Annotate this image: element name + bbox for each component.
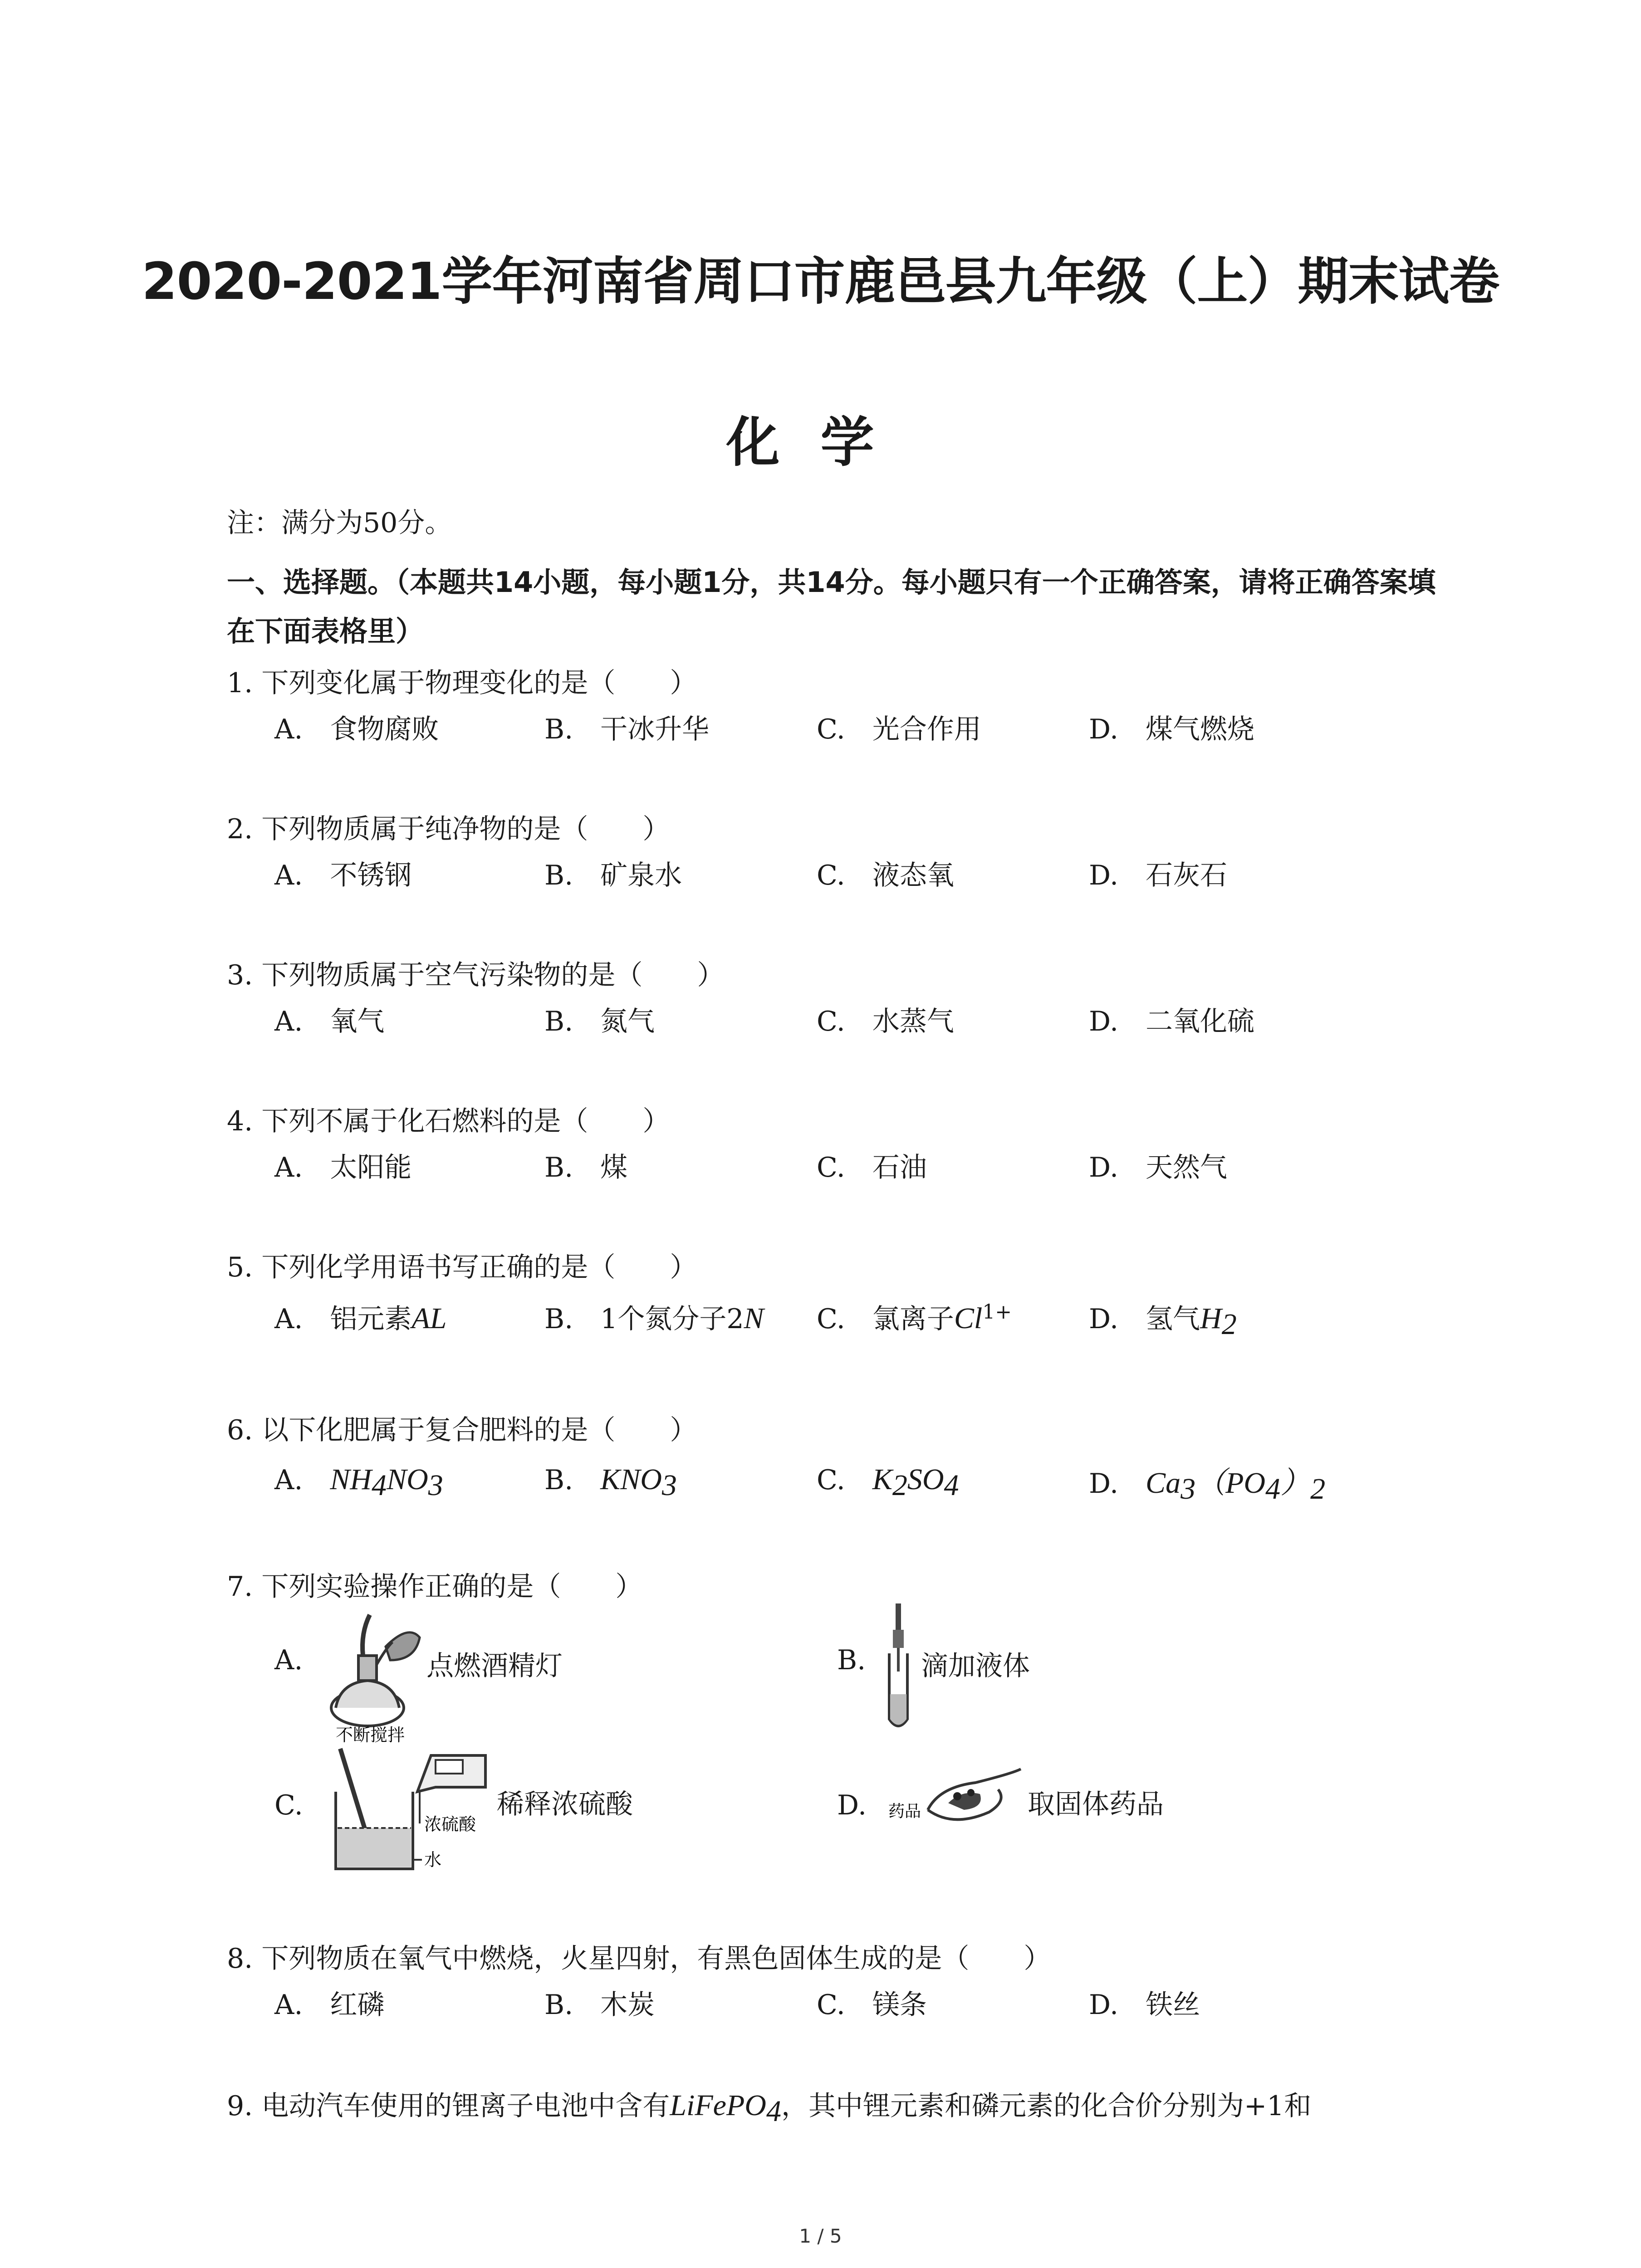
formula-subscript: 4 [944, 1469, 959, 1502]
question-8-option-b: B. 木炭 [544, 1989, 655, 2021]
formula: KNO [600, 1463, 662, 1496]
question-2-option-c: C. 液态氧 [817, 860, 954, 891]
question-4-stem: 4. 下列不属于化石燃料的是（ ） [227, 1105, 670, 1137]
question-1-stem: 1. 下列变化属于物理变化的是（ ） [227, 667, 697, 699]
question-8-option-c: C. 镁条 [817, 1989, 927, 2021]
question-6-option-d [1089, 1458, 1325, 1506]
question-1-option-d: D. 煤气燃烧 [1089, 714, 1255, 745]
option-label: D. [1089, 1468, 1119, 1500]
formula-subscript: 2 [1221, 1308, 1237, 1341]
formula-subscript: 2 [1310, 1472, 1326, 1505]
question-4-option-b: B. 煤 [544, 1152, 628, 1183]
question-5-option-b [544, 1297, 764, 1336]
formula-subscript: 4 [1265, 1472, 1281, 1505]
question-3-option-b: B. 氮气 [544, 1006, 655, 1037]
formula-subscript: 4 [372, 1469, 387, 1502]
option-label: A. [274, 1303, 303, 1335]
question-4-option-c: C. 石油 [817, 1152, 927, 1183]
page-title: 2020-2021学年河南省周口市鹿邑县九年级（上）期末试卷 [142, 252, 1499, 311]
question-6-option-b [544, 1458, 677, 1503]
dropper-test-tube-figure [880, 1603, 916, 1735]
question-1-option-b: B. 干冰升华 [544, 714, 710, 745]
question-7-option-b-label: B. [837, 1644, 866, 1676]
dilute-acid-figure [327, 1724, 495, 1878]
question-2-option-d: D. 石灰石 [1089, 860, 1228, 891]
question-4-option-d: D. 天然气 [1089, 1152, 1228, 1183]
formula: K [872, 1463, 892, 1496]
question-7-option-d-text: 取固体药品 [1028, 1789, 1164, 1820]
question-2-stem: 2. 下列物质属于纯净物的是（ ） [227, 813, 670, 845]
question-1-option-c: C. 光合作用 [817, 714, 981, 745]
option-label: C. [817, 1464, 845, 1496]
formula: （PO [1195, 1466, 1266, 1500]
conc-acid-label: 浓硫酸 [424, 1814, 476, 1834]
drug-label: 药品 [888, 1802, 921, 1821]
score-note: 注：满分为50分。 [227, 507, 452, 539]
formula: H [1200, 1302, 1222, 1335]
option-text: 氯离子 [872, 1303, 954, 1335]
option-text: 铝元素 [330, 1303, 412, 1335]
question-5-option-a [274, 1297, 446, 1336]
question-3-option-d: D. 二氧化硫 [1089, 1006, 1255, 1037]
stir-continuously-label: 不断搅拌 [336, 1725, 405, 1745]
formula: Ca [1146, 1466, 1181, 1500]
question-4-option-a: A. 太阳能 [274, 1152, 412, 1183]
formula-subscript: 3 [428, 1469, 443, 1502]
question-7-stem: 7. 下列实验操作正确的是（ ） [227, 1571, 643, 1603]
question-9-stem [227, 2084, 1311, 2129]
formula: LiFePO [670, 2089, 766, 2122]
option-label: C. [817, 1303, 845, 1335]
question-1-option-a: A. 食物腐败 [274, 714, 439, 745]
question-5-option-d [1089, 1297, 1237, 1342]
formula: NO [387, 1463, 428, 1496]
question-7-option-a-text: 点燃酒精灯 [426, 1650, 563, 1682]
question-7-option-d-label: D. [837, 1789, 867, 1821]
water-label: 水 [424, 1850, 442, 1870]
take-solid-figure [885, 1765, 1030, 1833]
question-7-option-b-text: 滴加液体 [921, 1650, 1030, 1682]
option-text: 氢气 [1146, 1303, 1200, 1335]
question-6-stem: 6. 以下化肥属于复合肥料的是（ ） [227, 1414, 697, 1446]
option-label: A. [274, 1464, 303, 1496]
alcohol-lamp-figure [318, 1606, 426, 1733]
option-text: 1个氮分子2 [600, 1303, 744, 1335]
charge-superscript: 1+ [982, 1300, 1012, 1324]
option-label: B. [544, 1464, 573, 1496]
formula-subscript: 3 [661, 1469, 677, 1502]
question-8-option-d: D. 铁丝 [1089, 1989, 1200, 2021]
question-7-option-a-label: A. [274, 1644, 303, 1676]
page-number: 1 / 5 [799, 2225, 842, 2247]
question-9-text-a: 9. 电动汽车使用的锂离子电池中含有 [227, 2090, 670, 2122]
formula: ） [1280, 1466, 1311, 1500]
formula-subscript: 3 [1181, 1472, 1196, 1505]
question-3-option-a: A. 氧气 [274, 1006, 385, 1037]
question-7-option-c-text: 稀释浓硫酸 [497, 1789, 633, 1820]
question-6-option-a [274, 1458, 443, 1503]
question-3-stem: 3. 下列物质属于空气污染物的是（ ） [227, 959, 725, 991]
question-6-option-c [817, 1458, 959, 1503]
formula: SO [907, 1463, 944, 1496]
question-8-option-a: A. 红磷 [274, 1989, 385, 2021]
section-heading: 一、选择题。（本题共14小题，每小题1分，共14分。每小题只有一个正确答案，请将正确答案填在下面表格里） [227, 566, 1436, 648]
question-3-option-c: C. 水蒸气 [817, 1006, 954, 1037]
question-5-option-c [817, 1297, 1012, 1336]
formula: AL [411, 1302, 447, 1335]
question-2-option-a: A. 不锈钢 [274, 860, 412, 891]
question-9-text-b: ，其中锂元素和磷元素的化合价分别为+1和 [781, 2090, 1312, 2122]
subject-heading: 化学 [726, 411, 915, 474]
formula-subscript: 2 [892, 1469, 907, 1502]
question-2-option-b: B. 矿泉水 [544, 860, 682, 891]
option-label: B. [544, 1303, 573, 1335]
formula: NH [330, 1463, 372, 1496]
question-8-stem: 8. 下列物质在氧气中燃烧，火星四射，有黑色固体生成的是（ ） [227, 1943, 1051, 1975]
option-label: D. [1089, 1303, 1119, 1335]
formula: N [744, 1302, 764, 1335]
formula: Cl [954, 1302, 983, 1335]
formula-subscript: 4 [766, 2095, 781, 2128]
question-5-stem: 5. 下列化学用语书写正确的是（ ） [227, 1251, 697, 1283]
question-7-option-c-label: C. [274, 1789, 303, 1821]
